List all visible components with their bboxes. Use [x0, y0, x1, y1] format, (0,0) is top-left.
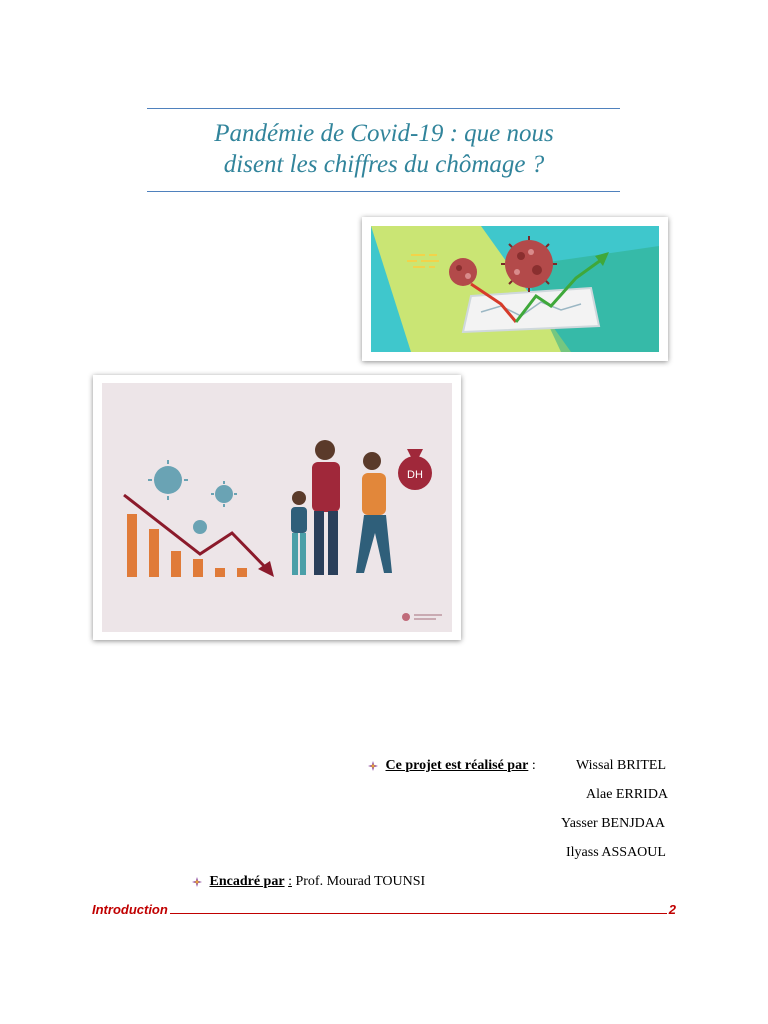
- page-title: [140, 118, 628, 180]
- unemployment-image: [102, 383, 452, 632]
- realise-par-colon: :: [531, 758, 536, 773]
- bottom-illustration: [93, 375, 461, 640]
- toc-entry-label: Introduction: [92, 902, 168, 917]
- author-3: Yasser BENJDAA: [561, 816, 665, 831]
- author-1: Wissal BRITEL: [576, 758, 667, 773]
- bullet-icon: [192, 877, 202, 887]
- realise-par-label: Ce projet est réalisé par: [385, 758, 529, 773]
- toc-entry-introduction[interactable]: [92, 902, 676, 917]
- author-2: Alae ERRIDA: [586, 787, 669, 802]
- covid-chart-image: [371, 226, 659, 352]
- tablet-icon: [463, 288, 599, 332]
- supervisor-name: Prof. Mourad TOUNSI: [295, 874, 426, 889]
- author-4: Ilyass ASSAOUL: [566, 845, 666, 860]
- bullet-icon: [368, 761, 378, 771]
- money-bag-label: DH: [407, 469, 423, 481]
- title-line-1: Pandémie de Covid-19 : que nous: [214, 120, 554, 147]
- title-line-2: disent les chiffres du chômage ?: [223, 151, 545, 178]
- toc-leader-line: [170, 902, 667, 914]
- encadre-par-line: [192, 874, 425, 890]
- virus-small-icon: [449, 258, 477, 286]
- encadre-par-label: Encadré par: [209, 874, 285, 889]
- encadre-par-colon: :: [288, 874, 292, 889]
- title-rule-bottom: [147, 191, 620, 192]
- title-rule-top: [147, 108, 620, 109]
- toc-entry-page: 2: [668, 902, 676, 917]
- virus-large-icon: [501, 236, 557, 292]
- top-illustration: [362, 217, 668, 361]
- realise-par-line: [368, 758, 536, 774]
